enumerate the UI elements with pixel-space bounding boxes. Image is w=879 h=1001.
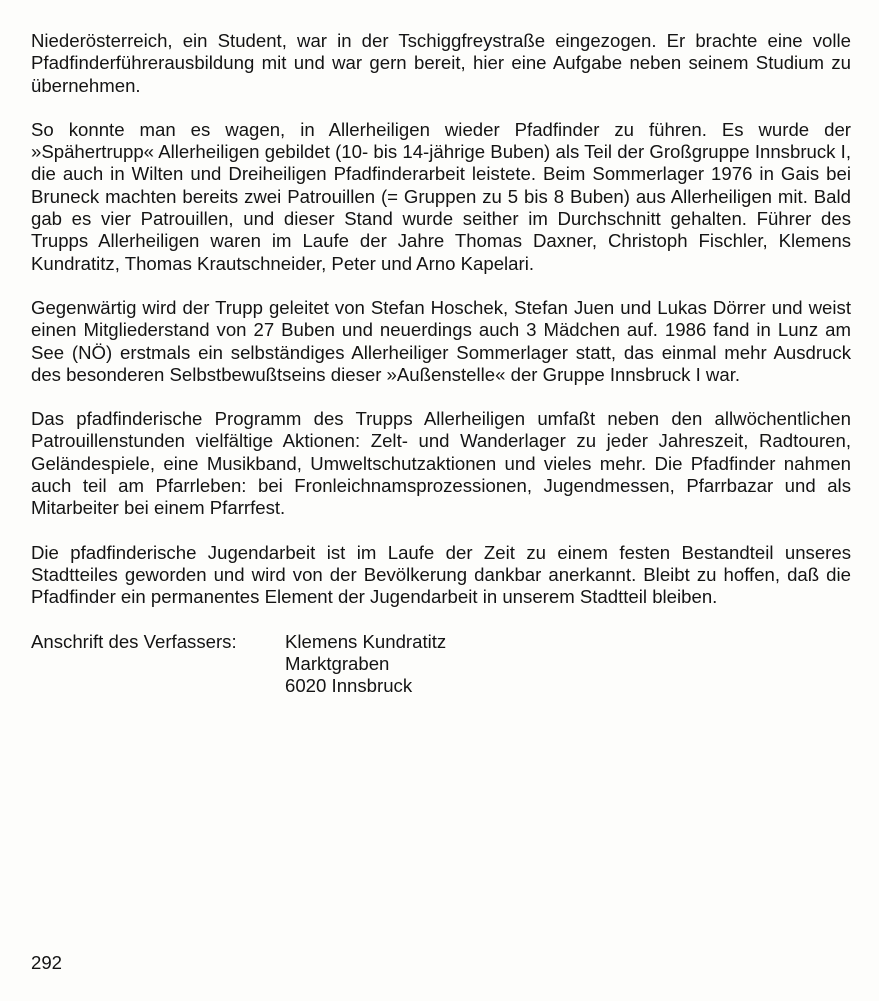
paragraph-5: Die pfadfinderische Jugendarbeit ist im Laufe der Zeit zu einem festen Bestandteil unseres Stadtteiles geworden und wird von der Bevölkerung dankbar anerkannt. Bleibt zu hoffen, daß die Pfadfinder ein permanentes Element der Jugendarbeit in unserem Stadtteil bleiben. bbox=[31, 541, 851, 608]
page-number: 292 bbox=[31, 952, 63, 973]
paragraph-4: Das pfadfinderische Programm des Trupps Allerheiligen umfaßt neben den allwöchentlichen Patrouillenstunden vielfältige Aktionen: Zelt- und Wanderlager zu jeder Jahreszeit, Radtouren, Geländespiele, eine Musikband, Umweltschutzaktionen und vieles mehr. Die Pfadfinder nahmen auch teil am Pfarrleben: bei Fronleichnamsprozessionen, Jugendmessen, Pfarrbazar und als Mitarbeiter bei einem Pfarrfest. bbox=[31, 408, 851, 519]
address-label: Anschrift des Verfassers: bbox=[31, 630, 237, 652]
address-city: 6020 Innsbruck bbox=[285, 675, 413, 697]
address-lines bbox=[285, 631, 446, 698]
author-address bbox=[31, 631, 851, 698]
address-street: Marktgraben bbox=[285, 652, 390, 674]
paragraph-1: Niederösterreich, ein Student, war in der Tschiggfreystraße eingezogen. Er brachte eine volle Pfadfinderführerausbildung mit und war gern bereit, hier eine Aufgabe neben seinem Studium zu übernehmen. bbox=[31, 30, 851, 96]
address-name: Klemens Kundratitz bbox=[285, 630, 447, 652]
page-body bbox=[31, 30, 851, 697]
paragraph-2: So konnte man es wagen, in Allerheiligen wieder Pfadfinder zu führen. Es wurde der »Spähertrupp« Allerheiligen gebildet (10- bis 14-jährige Buben) als Teil der Großgruppe Innsbruck I, die auch in Wilten und Dreiheiligen Pfadfinderarbeit leistete. Beim Sommerlager 1976 in Gais bei Bruneck machten bereits zwei Patrouillen (= Gruppen zu 5 bis 8 Buben) aus Allerheiligen mit. Bald gab es vier Patrouillen, und dieser Stand wurde seither im Durchschnitt gehalten. Führer des Trupps Allerheiligen waren im Laufe der Jahre Thomas Daxner, Christoph Fischler, Klemens Kundratitz, Thomas Krautschneider, Peter und Arno Kapelari. bbox=[31, 118, 851, 274]
paragraph-3: Gegenwärtig wird der Trupp geleitet von Stefan Hoschek, Stefan Juen und Lukas Dörrer und weist einen Mitgliederstand von 27 Buben und neuerdings auch 3 Mädchen auf. 1986 fand in Lunz am See (NÖ) erstmals ein selbständiges Allerheiliger Sommerlager statt, das einmal mehr Ausdruck des besonderen Selbstbewußtseins dieser »Außenstelle« der Gruppe Innsbruck I war. bbox=[31, 296, 851, 385]
